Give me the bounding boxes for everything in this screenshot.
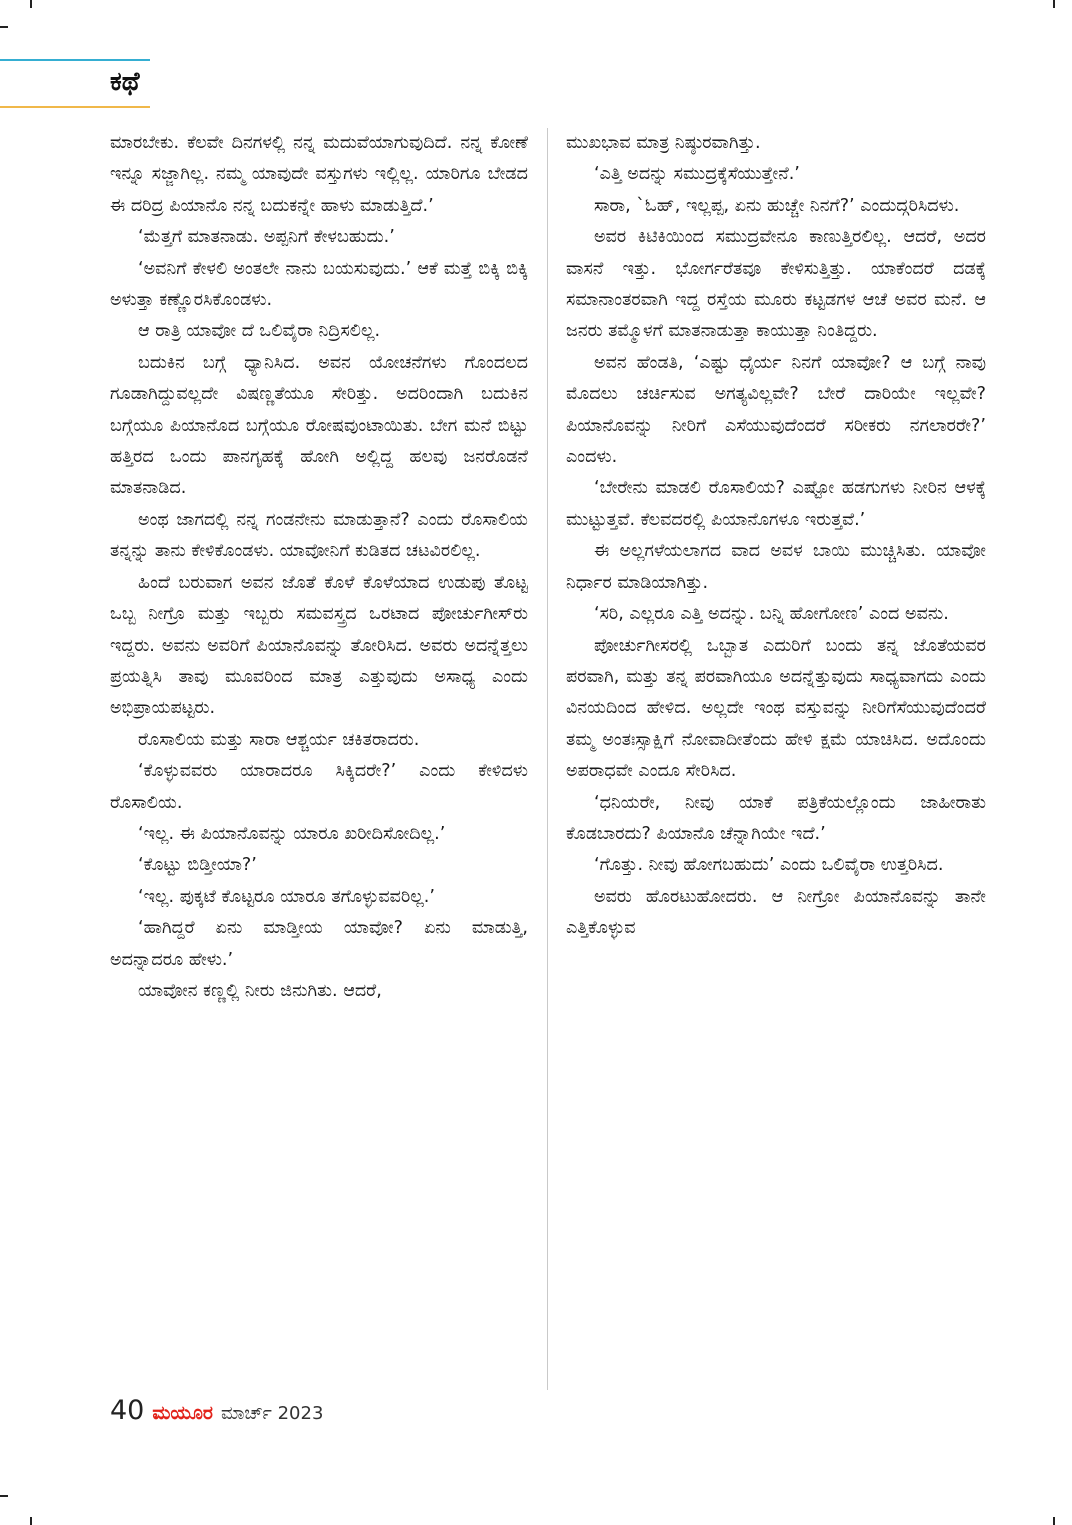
section-label: ಕಥೆ bbox=[110, 67, 140, 97]
paragraph: ‘ಗೊತ್ತು. ನೀವು ಹೋಗಬಹುದು’ ಎಂದು ಒಲಿವೈರಾ ಉತ್ತರಿಸಿದ. bbox=[594, 855, 944, 876]
paragraph: ಯಾವೋನ ಕಣ್ಣಲ್ಲಿ ನೀರು ಜಿನುಗಿತು. ಆದರೆ, bbox=[138, 980, 382, 1001]
crop-mark-top-left-h bbox=[0, 26, 8, 28]
paragraph: ರೊಸಾಲಿಯ ಮತ್ತು ಸಾರಾ ಆಶ್ಚರ್ಯ ಚಕಿತರಾದರು. bbox=[138, 729, 420, 750]
paragraph: ಪೋರ್ಚುಗೀಸರಲ್ಲಿ ಒಬ್ಬಾತ ಎದುರಿಗೆ ಬಂದು ತನ್ನ ಜೊತೆಯವರ ಪರವಾಗಿ, ಮತ್ತು ತನ್ನ ಪರವಾಗಿಯೂ ಅದನ್ನೆತ್ತುವುದು ಸಾಧ್ಯವಾಗದು ಎಂದು ವಿನಯದಿಂದ ಹೇಳಿದ. ಅಲ್ಲದೇ ಇಂಥ ವಸ್ತುವನ್ನು ನೀರಿಗೆಸೆಯುವುದೆಂದರೆ ತಮ್ಮ ಅಂತಃಸ್ಸಾಕ್ಷಿಗೆ ನೋವಾದೀತೆಂದು ಹೇಳಿ ಕ್ಷಮೆ ಯಾಚಿಸಿದ. ಅದೊಂದು ಅಪರಾಧವೇ ಎಂದೂ ಸೇರಿಸಿದ. bbox=[566, 635, 986, 782]
paragraph: ‘ಧನಿಯರೇ, ನೀವು ಯಾಕೆ ಪತ್ರಿಕೆಯಲ್ಲೊಂದು ಜಾಹೀರಾತು ಕೊಡಬಾರದು? ಪಿಯಾನೊ ಚೆನ್ನಾಗಿಯೇ ಇದೆ.’ bbox=[566, 792, 986, 844]
left-column bbox=[110, 128, 528, 1390]
paragraph: ‘ಹಾಗಿದ್ದರೆ ಏನು ಮಾಡ್ತೀಯ ಯಾವೋ? ಏನು ಮಾಡುತ್ತಿ, ಅದನ್ನಾದರೂ ಹೇಳು.’ bbox=[110, 918, 528, 970]
paragraph: ಹಿಂದೆ ಬರುವಾಗ ಅವನ ಜೊತೆ ಕೊಳೆ ಕೊಳೆಯಾದ ಉಡುಪು ತೊಟ್ಟ ಒಬ್ಬ ನೀಗ್ರೊ ಮತ್ತು ಇಬ್ಬರು ಸಮವಸ್ತ್ರದ ಒರಟಾದ ಪೋರ್ಚುಗೀಸ್‌ರು ಇದ್ದರು. ಅವನು ಅವರಿಗೆ ಪಿಯಾನೊವನ್ನು ತೋರಿಸಿದ. ಅವರು ಅದನ್ನೆತ್ತಲು ಪ್ರಯತ್ನಿಸಿ ತಾವು ಮೂವರಿಂದ ಮಾತ್ರ ಎತ್ತುವುದು ಅಸಾಧ್ಯ ಎಂದು ಅಭಿಪ್ರಾಯಪಟ್ಟರು. bbox=[110, 572, 528, 719]
paragraph: ಅಂಥ ಜಾಗದಲ್ಲಿ ನನ್ನ ಗಂಡನೇನು ಮಾಡುತ್ತಾನೆ? ಎಂದು ರೊಸಾಲಿಯ ತನ್ನನ್ನು ತಾನು ಕೇಳಿಕೊಂಡಳು. ಯಾವೋನಿಗೆ ಕುಡಿತದ ಚಟವಿರಲಿಲ್ಲ. bbox=[110, 509, 528, 562]
paragraph: ‘ಅವನಿಗೆ ಕೇಳಲಿ ಅಂತಲೇ ನಾನು ಬಯಸುವುದು.’ ಆಕೆ ಮತ್ತೆ ಬಿಕ್ಕಿ ಬಿಕ್ಕಿ ಅಳುತ್ತಾ ಕಣ್ಣೊರಸಿಕೊಂಡಳು. bbox=[110, 258, 528, 311]
issue-date: ಮಾರ್ಚ್ 2023 bbox=[220, 1403, 324, 1424]
paragraph: ‘ಕೊಟ್ಟು ಬಿಡ್ತೀಯಾ?’ bbox=[138, 855, 257, 876]
paragraph: ಆ ರಾತ್ರಿ ಯಾವೋ ದೆ ಒಲಿವೈರಾ ನಿದ್ರಿಸಲಿಲ್ಲ. bbox=[138, 321, 381, 342]
paragraph: ‘ಕೊಳ್ಳುವವರು ಯಾರಾದರೂ ಸಿಕ್ಕಿದರೇ?’ ಎಂದು ಕೇಳಿದಳು ರೊಸಾಲಿಯ. bbox=[110, 761, 528, 813]
crop-mark-top-left-v bbox=[30, 0, 32, 8]
page-footer bbox=[110, 1393, 323, 1429]
crop-mark-bottom-right-v bbox=[1053, 1517, 1055, 1525]
paragraph: ‘ಮೆತ್ತಗೆ ಮಾತನಾಡು. ಅಪ್ಪನಿಗೆ ಕೇಳಬಹುದು.’ bbox=[138, 227, 395, 248]
magazine-logo: ಮಯೂರ bbox=[152, 1402, 213, 1424]
paragraph: ಮುಖಭಾವ ಮಾತ್ರ ನಿಷ್ಠುರವಾಗಿತ್ತು. bbox=[566, 133, 761, 153]
paragraph: ಅವರ ಕಿಟಿಕಿಯಿಂದ ಸಮುದ್ರವೇನೂ ಕಾಣುತ್ತಿರಲಿಲ್ಲ. ಆದರೆ, ಅದರ ವಾಸನೆ ಇತ್ತು. ಭೋರ್ಗರೆತವೂ ಕೇಳಿಸುತ್ತಿತ್ತು. ಯಾಕೆಂದರೆ ದಡಕ್ಕೆ ಸಮಾನಾಂತರವಾಗಿ ಇದ್ದ ರಸ್ತೆಯ ಮೂರು ಕಟ್ಟಡಗಳ ಆಚೆ ಅವರ ಮನೆ. ಆ ಜನರು ತಮ್ಮೊಳಗೆ ಮಾತನಾಡುತ್ತಾ ಕಾಯುತ್ತಾ ನಿಂತಿದ್ದರು. bbox=[566, 227, 986, 342]
paragraph: ಅವನ ಹೆಂಡತಿ, ‘ಎಷ್ಟು ಧೈರ್ಯ ನಿನಗೆ ಯಾವೋ? ಆ ಬಗ್ಗೆ ನಾವು ಮೊದಲು ಚರ್ಚಿಸುವ ಅಗತ್ಯವಿಲ್ಲವೇ? ಬೇರೆ ದಾರಿಯೇ ಇಲ್ಲವೇ? ಪಿಯಾನೊವನ್ನು ನೀರಿಗೆ ಎಸೆಯುವುದೆಂದರೆ ಸರೀಕರು ನಗಲಾರರೇ?’ ಎಂದಳು. bbox=[566, 352, 986, 468]
paragraph: ‘ಇಲ್ಲ. ಪುಕ್ಕಟೆ ಕೊಟ್ಟರೂ ಯಾರೂ ತಗೊಳ್ಳುವವರಿಲ್ಲ.’ bbox=[138, 886, 435, 907]
right-column bbox=[566, 128, 986, 1390]
paragraph: ‘ಬೇರೇನು ಮಾಡಲಿ ರೊಸಾಲಿಯ? ಎಷ್ಟೋ ಹಡಗುಗಳು ನೀರಿನ ಆಳಕ್ಕೆ ಮುಟ್ಟುತ್ತವೆ. ಕೆಲವದರಲ್ಲಿ ಪಿಯಾನೊಗಳೂ ಇರುತ್ತವೆ.’ bbox=[566, 478, 986, 530]
header-rule-bottom bbox=[0, 106, 150, 108]
paragraph: ‘ಎತ್ತಿ ಅದನ್ನು ಸಮುದ್ರಕ್ಕೆಸೆಯುತ್ತೇನೆ.’ bbox=[594, 164, 800, 185]
header-rule-top bbox=[0, 59, 150, 61]
crop-mark-bottom-left-h bbox=[0, 1495, 8, 1497]
paragraph: ಅವರು ಹೊರಟುಹೋದರು. ಆ ನೀಗ್ರೋ ಪಿಯಾನೊವನ್ನು ತಾನೇ ಎತ್ತಿಕೊಳ್ಳುವ bbox=[566, 886, 986, 939]
paragraph: ಸಾರಾ, `ಓಹ್, ಇಲ್ಲಪ್ಪ, ಏನು ಹುಚ್ಚೇ ನಿನಗೆ?’ ಎಂದುದ್ಗರಿಸಿದಳು. bbox=[594, 195, 960, 216]
paragraph: ‘ಇಲ್ಲ. ಈ ಪಿಯಾನೊವನ್ನು ಯಾರೂ ಖರೀದಿಸೋದಿಲ್ಲ.’ bbox=[138, 823, 446, 844]
crop-mark-top-right-v bbox=[1053, 0, 1055, 8]
paragraph: ಬದುಕಿನ ಬಗ್ಗೆ ಧ್ಯಾನಿಸಿದ. ಅವನ ಯೋಚನೆಗಳು ಗೊಂದಲದ ಗೂಡಾಗಿದ್ದುವಲ್ಲದೇ ವಿಷಣ್ಣತೆಯೂ ಸೇರಿತ್ತು. ಅದರಿಂದಾಗಿ ಬದುಕಿನ ಬಗ್ಗೆಯೂ ಪಿಯಾನೊದ ಬಗ್ಗೆಯೂ ರೋಷವುಂಟಾಯಿತು. ಬೇಗ ಮನೆ ಬಿಟ್ಟು ಹತ್ತಿರದ ಒಂದು ಪಾನಗೃಹಕ್ಕೆ ಹೋಗಿ ಅಲ್ಲಿದ್ದ ಹಲವು ಜನರೊಡನೆ ಮಾತನಾಡಿದ. bbox=[110, 352, 528, 499]
paragraph: ‘ಸರಿ, ಎಲ್ಲರೂ ಎತ್ತಿ ಅದನ್ನು. ಬನ್ನಿ ಹೋಗೋಣ’ ಎಂದ ಅವನು. bbox=[594, 604, 949, 625]
crop-mark-bottom-left-v bbox=[30, 1517, 32, 1525]
page-number: 40 bbox=[110, 1395, 145, 1426]
column-divider bbox=[547, 128, 548, 1390]
paragraph: ಮಾರಬೇಕು. ಕೆಲವೇ ದಿನಗಳಲ್ಲಿ ನನ್ನ ಮದುವೆಯಾಗುವುದಿದೆ. ನನ್ನ ಕೋಣೆ ಇನ್ನೂ ಸಜ್ಜಾಗಿಲ್ಲ. ನಮ್ಮ ಯಾವುದೇ ವಸ್ತುಗಳು ಇಲ್ಲಿಲ್ಲ. ಯಾರಿಗೂ ಬೇಡದ ಈ ದರಿದ್ರ ಪಿಯಾನೊ ನನ್ನ ಬದುಕನ್ನೇ ಹಾಳು ಮಾಡುತ್ತಿದೆ.’ bbox=[110, 133, 528, 216]
paragraph: ಈ ಅಲ್ಲಗಳೆಯಲಾಗದ ವಾದ ಅವಳ ಬಾಯಿ ಮುಚ್ಚಿಸಿತು. ಯಾವೋ ನಿರ್ಧಾರ ಮಾಡಿಯಾಗಿತ್ತು. bbox=[566, 541, 986, 593]
